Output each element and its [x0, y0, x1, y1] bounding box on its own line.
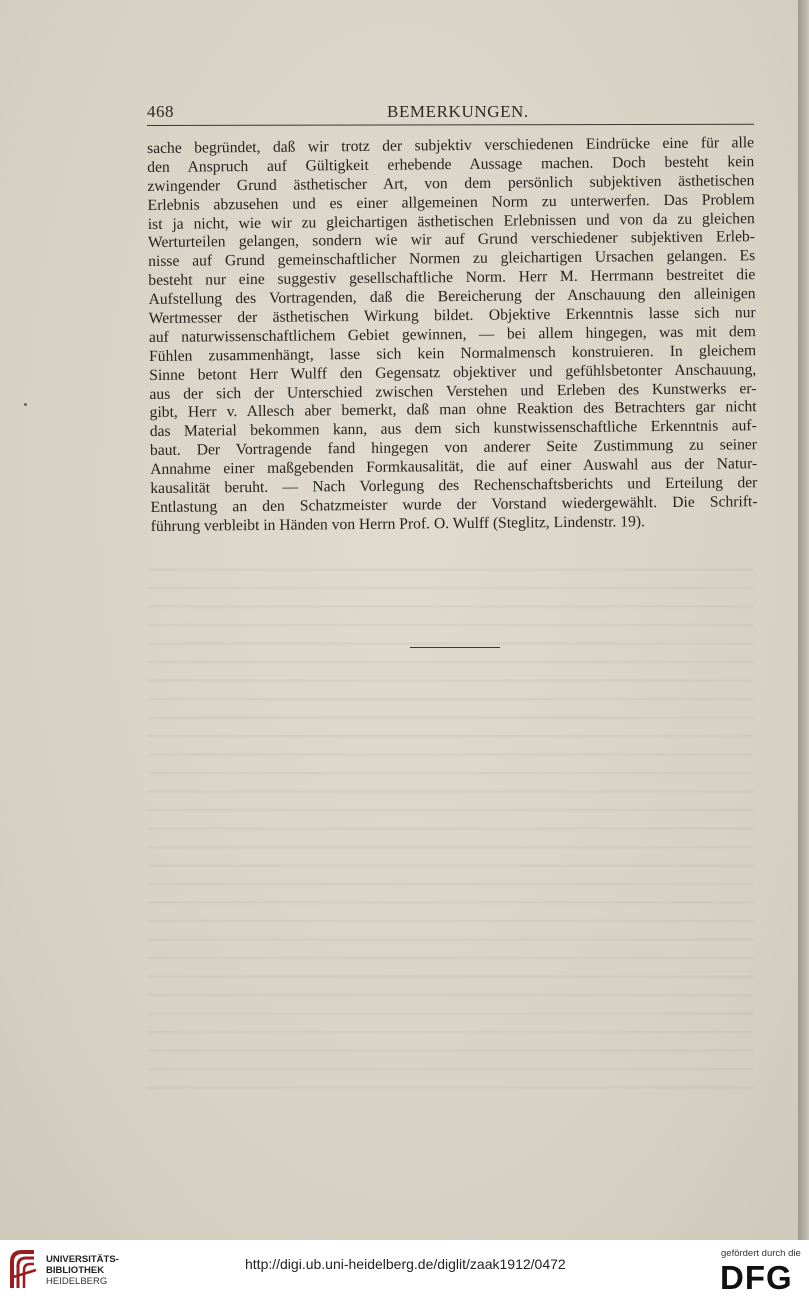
funded-by-label: gefördert durch die — [721, 1248, 801, 1259]
text-line: Werturteilen gelangen, sondern wie wir auf Grund verschiedener subjektiven Erleb- — [147, 228, 756, 252]
text-line: auf naturwissenschaftlichem Gebiet gewinnen, — bei allem hingegen, was mit dem — [148, 323, 756, 346]
bleed-through-text — [148, 560, 753, 1100]
text-line: ist ja nicht, wie wir zu gleichartigen ästhetischen Erlebnissen und von da zu gleichen — [147, 209, 755, 233]
library-name — [46, 1254, 119, 1287]
library-name-line3: HEIDELBERG — [46, 1276, 108, 1287]
text-line: kausalität beruht. — Nach Vorlegung des Rechenschaftsberichts und Erteilung der — [150, 474, 758, 498]
text-line: Fühlen zusammenhängt, lasse sich kein Normalmensch konstruieren. In gleichem — [148, 341, 757, 365]
text-line: nisse auf Grund gemeinschaftlicher Normen zu gleichartigen Ursachen gelangen. Es — [148, 247, 756, 271]
text-line: Erlebnis abzusehen und es einer allgemeinen Norm zu unterwerfen. Das Problem — [147, 190, 755, 214]
text-line: baut. Der Vortragende fand hingegen von anderer Seite Zustimmung zu seiner — [149, 436, 758, 460]
text-line: zwingender Grund ästhetischer Art, von dem persönlich subjektiven ästhetischen — [147, 171, 755, 195]
page-edge-shadow — [798, 0, 809, 1240]
text-line: Wertmesser der ästhetischen Wirkung bildet. Objektive Erkenntnis lasse sich nur — [148, 304, 756, 328]
running-head — [147, 102, 754, 126]
text-line: Annahme einer maßgebenden Formkausalität, die auf einer Auswahl aus der Natur- — [150, 455, 758, 479]
text-line: aus der sich der Unterschied zwischen Verstehen und Erleben des Kunstwerks er- — [149, 379, 757, 403]
text-line: gibt, Herr v. Allesch aber bemerkt, daß man ohne Reaktion des Betrachters gar nicht — [149, 398, 757, 422]
library-name-line2: BIBLIOTHEK — [46, 1265, 105, 1276]
text-line: Aufstellung des Vortragenden, daß die Bereicherung der Anschauung den alleinigen — [148, 285, 756, 309]
section-end-rule — [410, 647, 500, 648]
university-library-logo-icon — [8, 1248, 38, 1292]
text-line: das Material bekommen kann, aus dem sich kunstwissenschaftliche Erkenntnis auf- — [149, 417, 757, 441]
text-line: Sinne betont Herr Wulff den Gegensatz objektiver und gefühlsbetonter Anschauung, — [149, 360, 757, 384]
running-title: BEMERKUNGEN. — [387, 102, 529, 121]
text-line: führung verbleibt in Händen von Herrn Prof. O. Wulff (Steglitz, Lindenstr. 19). — [150, 513, 646, 535]
text-line: Entlastung an den Schatzmeister wurde der Vorstand wiedergewählt. Die Schrift- — [150, 493, 758, 516]
text-line: sache begründet, daß wir trotz der subjektiv verschiedenen Eindrücke eine für alle — [147, 134, 755, 157]
text-line: den Anspruch auf Gültigkeit erhebende Aussage machen. Doch besteht kein — [147, 153, 755, 176]
viewer-footer — [0, 1240, 809, 1301]
page-number: 468 — [147, 102, 174, 121]
body-paragraph — [147, 134, 758, 537]
library-name-line1: UNIVERSITÄTS- — [46, 1254, 119, 1265]
permalink-url[interactable]: http://digi.ub.uni-heidelberg.de/diglit/zaak1912/0472 — [245, 1256, 566, 1272]
dfg-logo: DFG — [720, 1259, 793, 1296]
text-line: besteht nur eine suggestiv gesellschaftliche Norm. Herr M. Herrmann bestreitet die — [148, 266, 756, 290]
dust-speck — [24, 403, 27, 406]
